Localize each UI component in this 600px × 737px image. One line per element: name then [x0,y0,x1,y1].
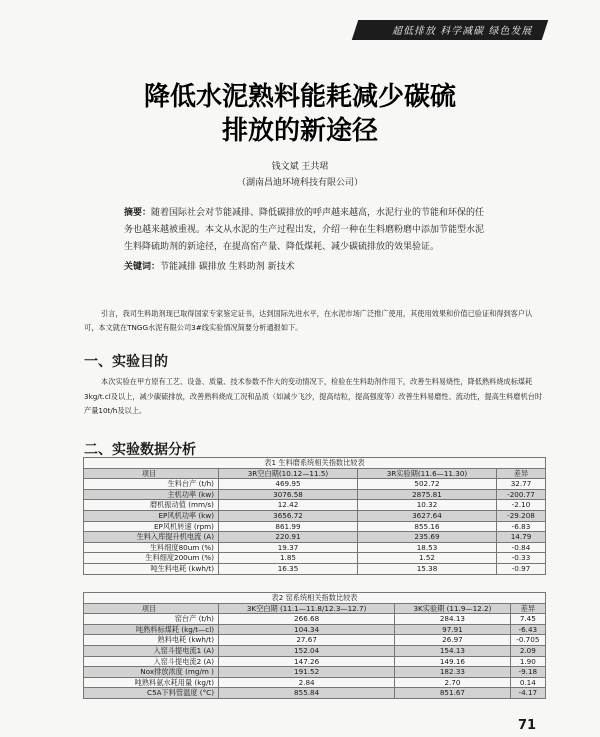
table-cell: 生料细度80um (%) [84,542,219,553]
table-cell: 入窑斗提电流1 (A) [84,645,219,656]
table-cell: 2.09 [510,645,545,656]
table-cell: 284.13 [395,614,510,625]
table-cell: 生料细度200um (%) [84,553,219,564]
banner-text: 超低排放 科学减碳 绿色发展 [392,26,533,37]
table-row [84,667,546,678]
table-row [84,479,546,490]
table-2-header [84,603,546,614]
table-cell: 104.34 [219,624,395,635]
table-cell: 27.67 [219,635,395,646]
table-cell: 吨生料电耗 (kwh/t) [84,563,219,574]
table-cell: -6.43 [510,624,545,635]
table-header-cell: 3R空白期(10.12—11.5) [219,468,358,479]
table-cell: 7.45 [510,614,545,625]
table-cell: 182.33 [395,667,510,678]
table-1-header [84,468,546,479]
table-row [84,553,546,564]
table-cell: 32.77 [496,479,545,490]
table-cell: 2.84 [219,677,395,688]
table-header-cell: 差异 [496,468,545,479]
table-2-caption: 表2 窑系统相关指数比较表 [84,593,546,604]
table-cell: 152.04 [219,645,395,656]
table-cell: 磨机振动值 (mm/s) [84,500,219,511]
table-cell: -2.10 [496,500,545,511]
page-number: 71 [518,718,537,733]
abstract-text: 随着国际社会对节能减排、降低碳排放的呼声越来越高，水泥行业的节能和环保的任务也越来越被重视。本文从水泥的生产过程出发，介绍一种在生料磨粉磨中添加节能型水泥生料降硫助剂的新途径，在提高窑产量、降低煤耗、减少碳硫排放的效果验证。 [124,208,485,252]
table-cell: C5A下料管温度 (°C) [84,688,219,699]
table-row [84,500,546,511]
keywords-label: 关键词： [124,262,161,272]
title-line-1: 降低水泥熟料能耗减少碳硫 [143,82,456,112]
table-cell: 入窑斗提电流2 (A) [84,656,219,667]
table-cell: 16.35 [219,563,358,574]
table-1-caption: 表1 生料磨系统相关指数比较表 [84,458,546,469]
section-1-title: 一、实验目的 [84,354,168,370]
table-cell: 10.32 [357,500,496,511]
table-cell: 窑台产 (t/h) [84,614,219,625]
table-cell: 2875.81 [357,489,496,500]
table-header-cell: 3R实验期(11.6—11.30) [357,468,496,479]
table-cell: 3627.64 [357,510,496,521]
table-cell: 149.16 [395,656,510,667]
table-cell: 3656.72 [219,510,358,521]
table-cell: 97.91 [395,624,510,635]
article-title [0,80,600,148]
keywords-text: 节能减排 碳排放 生料助剂 新技术 [160,262,295,272]
table-cell: 15.38 [357,563,496,574]
table-cell: -9.18 [510,667,545,678]
table-cell: 220.91 [219,532,358,543]
table-cell: 1.85 [219,553,358,564]
table-header-cell: 项目 [84,468,219,479]
table-cell: 生料入库提升机电流 (A) [84,532,219,543]
authors: 钱文斌 王共珺 [271,162,329,172]
keywords [124,259,295,272]
table-row [84,624,546,635]
table-cell: -200.77 [496,489,545,500]
table-header-cell: 项目 [84,603,219,614]
table-row [84,521,546,532]
table-cell: 851.67 [395,688,510,699]
table-cell: 502.72 [357,479,496,490]
table-cell: -29.208 [496,510,545,521]
table-row [84,563,546,574]
table-cell: 吨熟料氨水耗用量 (kg/t) [84,677,219,688]
table-cell: 266.68 [219,614,395,625]
table-cell: 14.79 [496,532,545,543]
table-cell: 1.90 [510,656,545,667]
table-cell: -0.33 [496,553,545,564]
table-cell: 3076.58 [219,489,358,500]
abstract [124,205,490,256]
table-cell: 12.42 [219,500,358,511]
table-1 [83,457,546,575]
table-cell: 18.53 [357,542,496,553]
table-cell: 855.84 [219,688,395,699]
table-cell: 855.16 [357,521,496,532]
intro-paragraph: 引言，我司生料助剂现已取得国家专家鉴定证书，达到国际先进水平，在水泥市场广泛推广使用，其使用效果和价值已验证和得到客户认可，本文就在TNGG水泥有限公司3#线实验情况简要分析通报如下。 [84,309,533,332]
table-cell: -0.97 [496,563,545,574]
table-row [84,542,546,553]
table-header-cell: 3K实验期 (11.9—12.2) [395,603,510,614]
table-row [84,645,546,656]
table-header-cell: 3K空白期 (11.1—11.8/12.3—12.7) [219,603,395,614]
table-cell: -0.84 [496,542,545,553]
table-row [84,688,546,699]
table-cell: 235.69 [357,532,496,543]
table-cell: 154.13 [395,645,510,656]
table-cell: 生料台产 (t/h) [84,479,219,490]
table-row [84,614,546,625]
table-row [84,635,546,646]
title-line-2: 排放的新途径 [221,116,378,146]
table-cell: EP风机功率 (kw) [84,510,219,521]
table-cell: 熟料电耗 (kwh/t) [84,635,219,646]
table-2 [83,592,546,699]
table-cell: -6.83 [496,521,545,532]
table-row [84,532,546,543]
table-cell: 469.95 [219,479,358,490]
table-header-cell: 差异 [510,603,545,614]
table-cell: 19.37 [219,542,358,553]
table-row [84,489,546,500]
table-cell: 主机功率 (kw) [84,489,219,500]
section-1-text: 本次实验在甲方原有工艺、设备、质量、技术参数不作大的变动情况下，检验在生料助剂作用下，改善生料易烧性，降低熟料烧成标煤耗3kg/t.cl及以上，减少碳硫排放，改善熟料烧成工况和品质（如减少飞沙，提高结粒，提高强度等）改善生料易磨性、流动性，提高生料磨机台时产量10t/h及以上。 [84,377,543,415]
abstract-label: 摘要： [124,208,152,218]
table-cell: 吨熟料标煤耗 (kg/t—cl) [84,624,219,635]
table-cell: -0.705 [510,635,545,646]
table-cell: EP风机转速 (rpm) [84,521,219,532]
table-row [84,677,546,688]
table-row [84,510,546,521]
table-cell: 0.14 [510,677,545,688]
table-cell: 147.26 [219,656,395,667]
table-cell: 191.52 [219,667,395,678]
table-cell: 26.97 [395,635,510,646]
table-cell: -4.17 [510,688,545,699]
table-cell: 1.52 [357,553,496,564]
section-2-title: 二、实验数据分析 [84,442,196,458]
table-cell: 861.99 [219,521,358,532]
table-cell: Nox排放浓度 (mg/m ) [84,667,219,678]
table-row [84,656,546,667]
table-cell: 2.70 [395,677,510,688]
affiliation: （湖南昌迪环境科技有限公司） [236,178,363,188]
